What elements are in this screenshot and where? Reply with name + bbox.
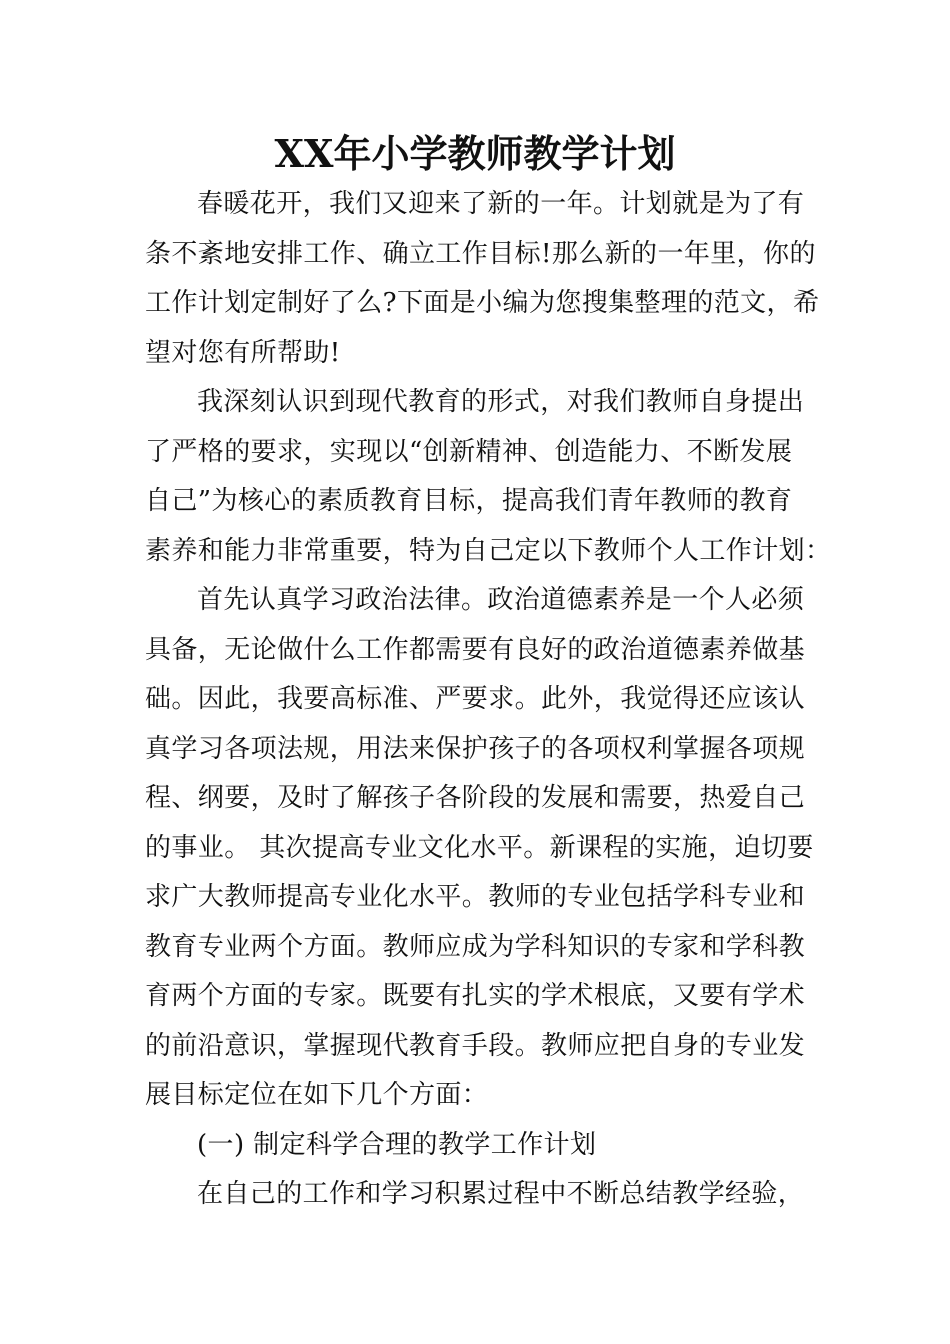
text-line: 了严格的要求，实现以“创新精神、创造能力、不断发展: [145, 436, 793, 467]
text-line: 首先认真学习政治法律。政治道德素养是一个人必须: [197, 585, 805, 615]
text-line: 程、纲要，及时了解孩子各阶段的发展和需要，热爱自己: [145, 783, 806, 813]
text-line: 的前沿意识，掌握现代教育手段。教师应把自身的专业发: [145, 1030, 806, 1061]
text-line: 求广大教师提高专业化水平。教师的专业包括学科专业和: [145, 882, 806, 912]
text-line: 展目标定位在如下几个方面：: [145, 1080, 489, 1110]
text-line: 育两个方面的专家。既要有扎实的学术根底，又要有学术: [145, 981, 806, 1011]
text-line: 具备，无论做什么工作都需要有良好的政治道德素养做基: [145, 634, 806, 665]
text-line: 春暖花开，我们又迎来了新的一年。计划就是为了有: [197, 189, 805, 219]
text-line: 自己”为核心的素质教育目标，提高我们青年教师的教育: [145, 486, 793, 516]
text-line: 条不紊地安排工作、确立工作目标!那么新的一年里，你的: [145, 238, 816, 269]
text-line: 工作计划定制好了么?下面是小编为您搜集整理的范文，希: [145, 288, 820, 318]
text-line: 望对您有所帮助!: [145, 337, 341, 368]
text-line: 教育专业两个方面。教师应成为学科知识的专家和学科教: [145, 931, 806, 962]
document-title: XX年小学教师教学计划: [274, 131, 676, 176]
section-heading: (一) 制定科学合理的教学工作计划: [197, 1129, 597, 1160]
text-line: 我深刻认识到现代教育的形式，对我们教师自身提出: [197, 387, 805, 417]
text-line: 础。因此，我要高标准、严要求。此外，我觉得还应该认: [145, 684, 806, 714]
text-line: 真学习各项法规，用法来保护孩子的各项权利掌握各项规: [145, 733, 806, 764]
text-line: 在自己的工作和学习积累过程中不断总结教学经验，: [197, 1179, 805, 1209]
text-line: 的事业。 其次提高专业文化水平。新课程的实施，迫切要: [145, 832, 814, 863]
document-body: [145, 180, 832, 1220]
text-line: 素养和能力非常重要，特为自己定以下教师个人工作计划：: [145, 535, 832, 566]
